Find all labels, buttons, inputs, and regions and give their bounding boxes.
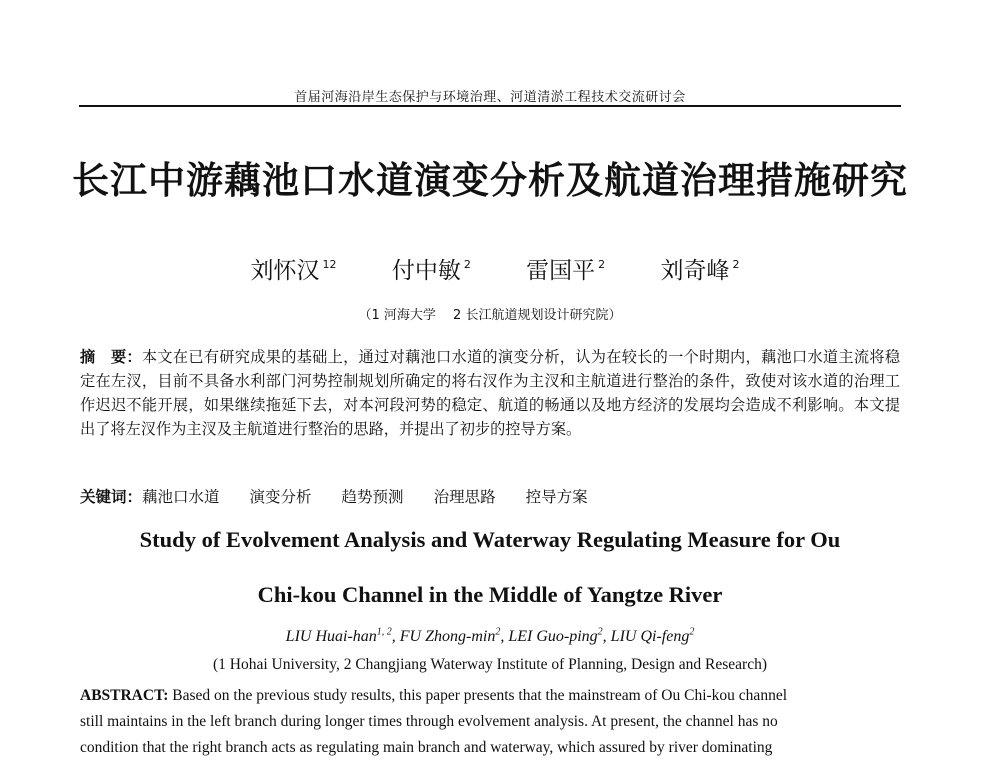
title-chinese: 长江中游藕池口水道演变分析及航道治理措施研究	[72, 159, 908, 202]
author-en: LIU Qi-feng$^2$	[610, 627, 695, 646]
author-cn: 刘奇峰 $^2$	[660, 258, 740, 284]
keyword: 控导方案	[525, 488, 588, 506]
abstract-en-line: ABSTRACT: Based on the previous study results, this paper presents that the mainstream of Ou Chi-kou channel	[80, 687, 787, 704]
keyword: 治理思路	[433, 488, 496, 506]
keyword: 演变分析	[249, 488, 312, 506]
abstract-cn-label: 摘 要：	[80, 348, 142, 366]
authors-chinese	[0, 252, 990, 285]
header-rule	[79, 105, 901, 107]
abstract-cn-text: 本文在已有研究成果的基础上，通过对藕池口水道的演变分析，认为在较长的一个时期内，藕池口水道主流将稳定在左汊，目前不具备水利部门河势控制规划所确定的将右汊作为主汊和主航道进行整治的条件，致使对该水道的治理工作迟迟不能开展，如果继续拖延下去，对本河段河势的稳定、航道的畅通以及地方经济的发展均会造成不利影响。本文提出了将左汊作为主汊及主航道进行整治的思路，并提出了初步的控导方案。	[80, 348, 901, 438]
affiliation-english: (1 Hohai University, 2 Changjiang Waterway Institute of Planning, Design and Research)	[212, 656, 768, 673]
title-english-line-2: Chi-kou Channel in the Middle of Yangtze River	[257, 582, 723, 607]
abstract-en-label: ABSTRACT:	[80, 687, 169, 704]
abstract-chinese	[80, 345, 900, 441]
author-cn: 刘怀汉 $^{12}$	[250, 258, 337, 284]
author-en: FU Zhong-$\min^2$,	[399, 627, 509, 646]
keywords-chinese	[80, 485, 900, 507]
running-header: 首届河海沿岸生态保护与环境治理、河道清淤工程技术交流研讨会	[294, 90, 686, 105]
title-english-line-1: Study of Evolvement Analysis and Waterway Regulating Measure for Ou	[139, 527, 841, 552]
author-cn: 付中敏 $^2$	[391, 258, 471, 284]
keyword: 藕池口水道	[142, 488, 220, 506]
authors-english	[0, 627, 980, 646]
author-en: LEI Guo-ping$^2$,	[508, 627, 611, 646]
keywords-cn-label: 关键词：	[80, 488, 143, 506]
keyword: 趋势预测	[341, 488, 404, 506]
abstract-en-line: condition that the right branch acts as regulating main branch and waterway, which assured by river dominating	[80, 739, 773, 756]
affiliation-chinese: （1 河海大学 2 长江航道规划设计研究院）	[358, 308, 622, 323]
author-en: LIU Huai-han$^{1, 2}$,	[285, 627, 400, 646]
author-cn: 雷国平 $^2$	[526, 258, 606, 284]
abstract-en-line: still maintains in the left branch during longer times through evolvement analysis. At present, the channel has no	[80, 713, 778, 730]
abstract-english	[80, 683, 902, 761]
